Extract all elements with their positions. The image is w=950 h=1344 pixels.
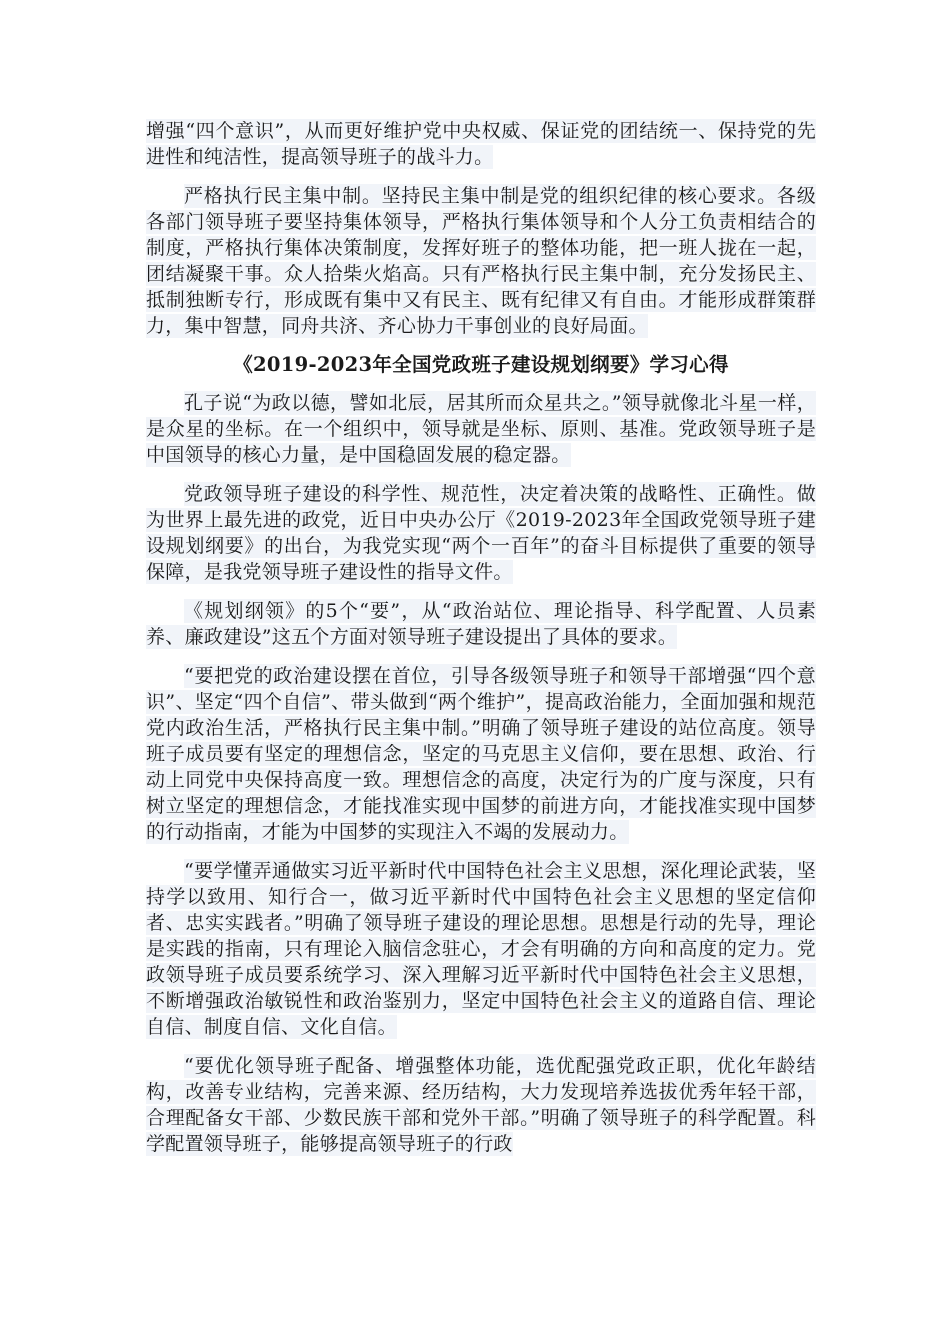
paragraph-confucius: 孔子说“为政以德，譬如北辰，居其所而众星共之。”领导就像北斗星一样，是众星的坐标。在一个组织中，领导就是坐标、原则、基准。党政领导班子是中国领导的核心力量，是中国稳固发展的稳定器。 (146, 392, 816, 466)
paragraph-continuation: 增强“四个意识”，从而更好维护党中央权威、保证党的团结统一、保持党的先进性和纯洁性，提高领导班子的战斗力。 (146, 120, 816, 168)
paragraph-scientific-configuration: “要优化领导班子配备、增强整体功能，选优配强党政正职，优化年龄结构，改善专业结构，完善来源、经历结构，大力发现培养选拔优秀年轻干部，合理配备女干部、少数民族干部和党外干部。”明确了领导班子的科学配置。科学配置领导班子，能够提高领导班子的行政 (146, 1055, 816, 1155)
paragraph-democratic-centralism: 严格执行民主集中制。坚持民主集中制是党的组织纪律的核心要求。各级各部门领导班子要坚持集体领导，严格执行集体领导和个人分工负责相结合的制度，严格执行集体决策制度，发挥好班子的整体功能，把一班人拢在一起，团结凝聚干事。众人拾柴火焰高。只有严格执行民主集中制，充分发扬民主、抵制独断专行，形成既有集中又有民主、既有纪律又有自由。才能形成群策群力，集中智慧，同舟共济、齐心协力干事创业的良好局面。 (146, 185, 816, 337)
paragraph-theoretical-thought: “要学懂弄通做实习近平新时代中国特色社会主义思想，深化理论武装，坚持学以致用、知行合一，做习近平新时代中国特色社会主义思想的坚定信仰者、忠实实践者。”明确了领导班子建设的理论思想。思想是行动的先导，理论是实践的指南，只有理论入脑信念驻心，才会有明确的方向和高度的定力。党政领导班子成员要系统学习、深入理解习近平新时代中国特色社会主义思想，不断增强政治敏锐性和政治鉴别力，坚定中国特色社会主义的道路自信、理论自信、制度自信、文化自信。 (146, 860, 816, 1038)
paragraph-scientific-building: 党政领导班子建设的科学性、规范性，决定着决策的战略性、正确性。做为世界上最先进的政党，近日中央办公厅《2019-2023年全国政党领导班子建设规划纲要》的出台，为我党实现“两个一百年”的奋斗目标提供了重要的领导保障，是我党领导班子建设性的指导文件。 (146, 483, 816, 583)
section-heading: 《2019-2023年全国党政班子建设规划纲要》学习心得 (233, 353, 729, 376)
paragraph-five-requirements: 《规划纲领》的5个“要”，从“政治站位、理论指导、科学配置、人员素养、廉政建设”这五个方面对领导班子建设提出了具体的要求。 (146, 600, 816, 648)
document-body (146, 118, 816, 1170)
paragraph-political-building: “要把党的政治建设摆在首位，引导各级领导班子和领导干部增强“四个意识”、坚定“四个自信”、带头做到“两个维护”，提高政治能力，全面加强和规范党内政治生活，严格执行民主集中制。”明确了领导班子建设的站位高度。领导班子成员要有坚定的理想信念，坚定的马克思主义信仰，要在思想、政治、行动上同党中央保持高度一致。理想信念的高度，决定行为的广度与深度，只有树立坚定的理想信念，才能找准实现中国梦的前进方向，才能找准实现中国梦的行动指南，才能为中国梦的实现注入不竭的发展动力。 (146, 665, 816, 843)
